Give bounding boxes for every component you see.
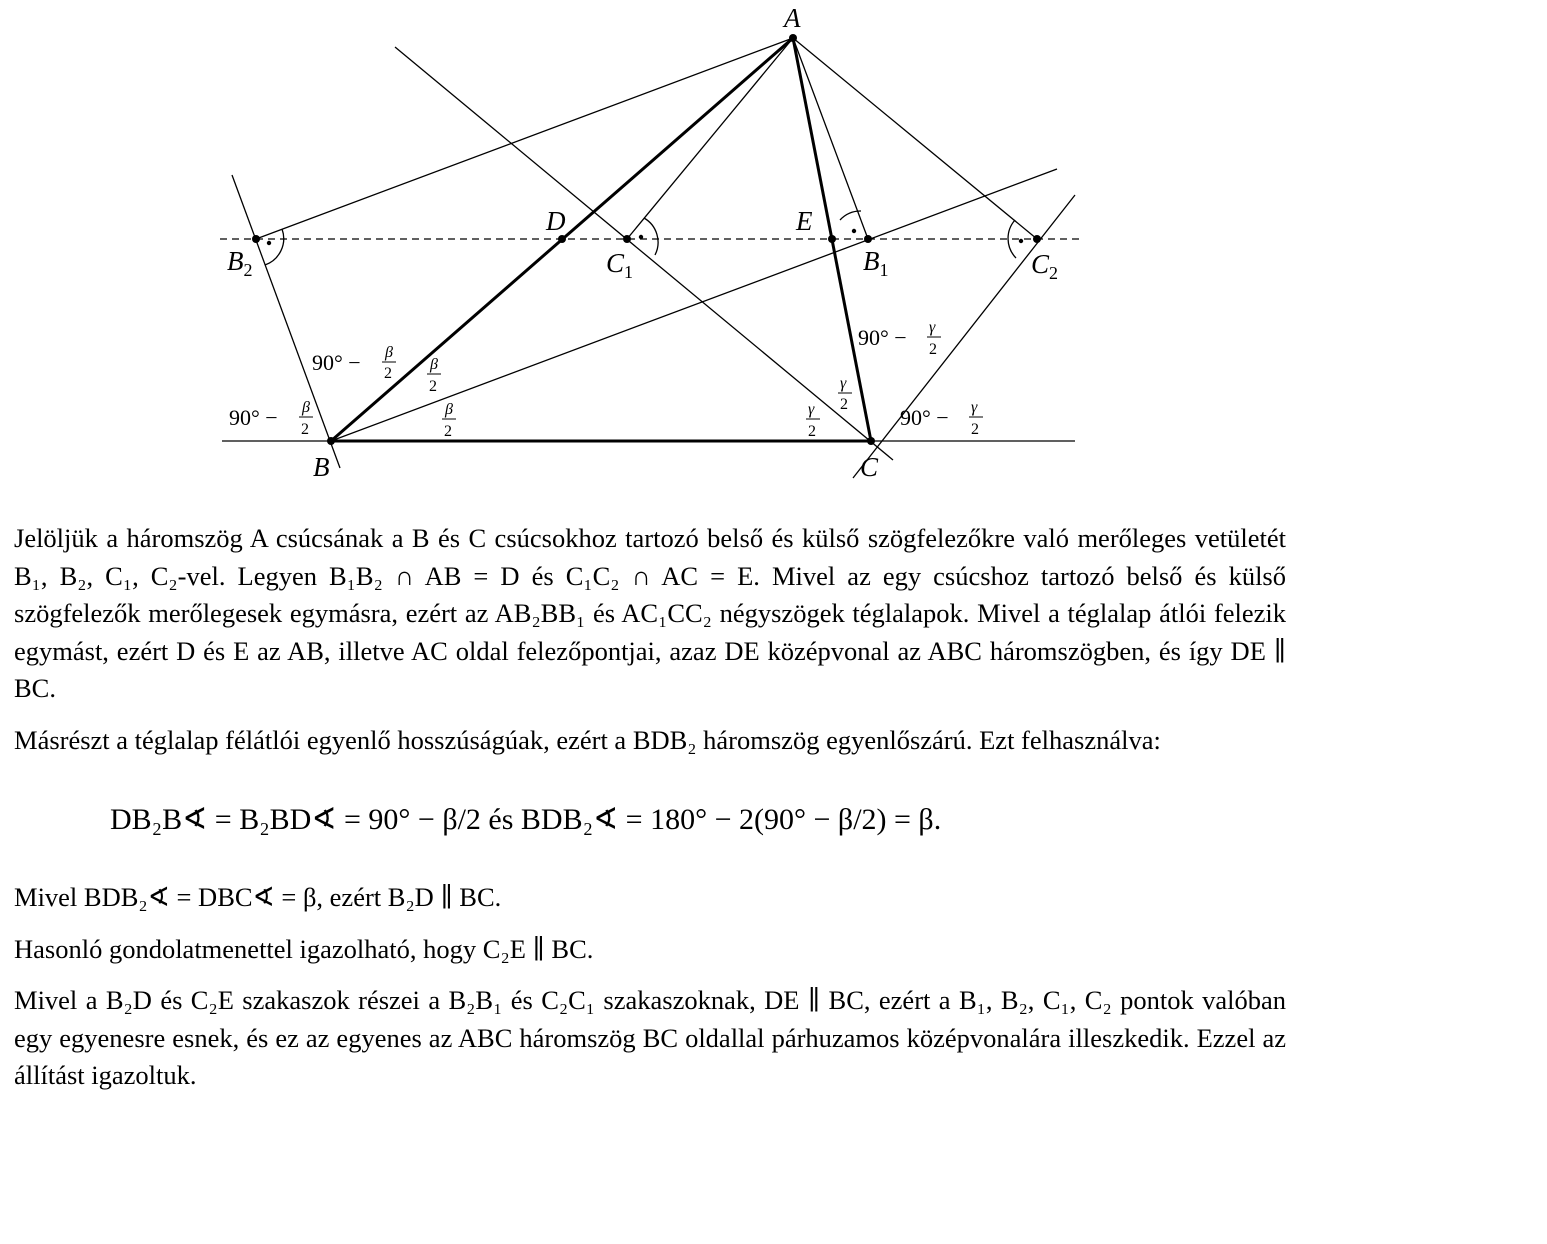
angle-label-b2b-deg: 90° − — [312, 350, 361, 375]
segment-a-c2 — [793, 38, 1037, 239]
point-c — [867, 437, 875, 445]
label-c1: $C_1$ — [606, 248, 634, 282]
paragraph-4: Hasonló gondolatmenettel igazolható, hogy C₂E ∥ BC. — [14, 933, 594, 964]
paragraph-5: Mivel a B₂D és C₂E szakaszok részei a B₂B₁ és C₂C₁ szakaszoknak, DE ∥ BC, ezért a B₁, B₂, C₁, C₂ pontok valóban egy egyenesre esnek, és ez az egyenes az ABC háromszög BC oldallal párhuzamos középvonalára illeszkedik. Ezzel az állítást igazoltuk. — [14, 985, 1286, 1090]
label-b1: $B_1$ — [863, 246, 889, 280]
point-b2 — [252, 235, 260, 243]
right-angle-c1 — [644, 218, 658, 255]
label-a: A — [784, 3, 801, 33]
angle-label-ac-num: γ — [929, 319, 936, 336]
segment-a-b2 — [256, 38, 793, 239]
line-b-internal-bisector — [331, 169, 1057, 441]
angle-label-b2b-den: 2 — [384, 365, 392, 382]
display-equation — [14, 773, 1286, 873]
label-c: C — [860, 452, 879, 482]
point-c1 — [623, 235, 631, 243]
label-b2: $B_2$ — [227, 246, 253, 280]
angle-label-beta2-num: β — [445, 401, 453, 418]
angle-label-gamma2-den: 2 — [840, 396, 848, 413]
point-e — [828, 235, 836, 243]
label-e: E — [796, 206, 813, 236]
angle-labels — [229, 319, 983, 440]
angle-label-beta2-den: 2 — [444, 423, 452, 440]
point-c2 — [1033, 235, 1041, 243]
angle-label-gamma1-num: γ — [808, 401, 815, 418]
label-d: D — [546, 206, 566, 236]
angle-label-b2b-num: β — [385, 344, 393, 361]
point-b — [327, 437, 335, 445]
point-a — [789, 34, 797, 42]
angle-label-beta1-num: β — [430, 356, 438, 373]
angle-label-beta1-den: 2 — [429, 378, 437, 395]
angle-label-gamma1-den: 2 — [808, 423, 816, 440]
paragraph-1: Jelöljük a háromszög A csúcsának a B és C csúcsokhoz tartozó belső és külső szögfelezőkre való merőleges vetületét B₁, B₂, C₁, C₂-vel. Legyen B₁B₂ ∩ AB = D és C₁C₂ ∩ AC = E. Mivel az egy csúcshoz tartozó belső és külső szögfelezők merőlegesek egymásra, ezért az AB₂BB₁ és AC₁CC₂ négyszögek téglalapok. Mivel a téglalap átlói felezik egymást, ezért D és E az AB, illetve AC oldal felezőpontjai, azaz DE középvonal az ABC háromszögben, és így DE ∥ BC. — [14, 523, 1286, 703]
geometry-figure — [0, 0, 1547, 500]
right-angle-dots — [267, 229, 1023, 245]
angle-label-c-ext-den: 2 — [971, 421, 979, 438]
paragraph-3: Mivel BDB₂∢ = DBC∢ = β, ezért B₂D ∥ BC. — [14, 882, 502, 912]
line-c-internal-bisector — [395, 47, 893, 460]
paragraph-2: Másrészt a téglalap félátlói egyenlő hosszúságúak, ezért a BDB₂ háromszög egyenlőszárú. Ezt felhasználva: — [14, 724, 1161, 755]
angle-label-b-ext-den: 2 — [301, 421, 309, 438]
angle-label-b-ext-num: β — [302, 399, 310, 416]
angle-label-ac-deg: 90° − — [858, 325, 907, 350]
label-c2: $C_2$ — [1031, 249, 1059, 283]
angle-label-ac-den: 2 — [929, 341, 937, 358]
point-b1 — [864, 235, 872, 243]
label-b: B — [313, 452, 330, 482]
angle-label-c-ext-deg: 90° − — [900, 405, 949, 430]
point-d — [558, 235, 566, 243]
angle-label-c-ext-num: γ — [971, 399, 978, 416]
display-equation-text: DB₂B∢ = B₂BD∢ = 90° − β/2 és BDB₂∢ = 180° − 2(90° − β/2) = β. — [110, 803, 942, 836]
segment-a-c1 — [627, 38, 793, 239]
proof-text — [14, 520, 1286, 1109]
angle-label-gamma2-num: γ — [840, 375, 847, 392]
angle-label-b-ext-deg: 90° − — [229, 405, 278, 430]
